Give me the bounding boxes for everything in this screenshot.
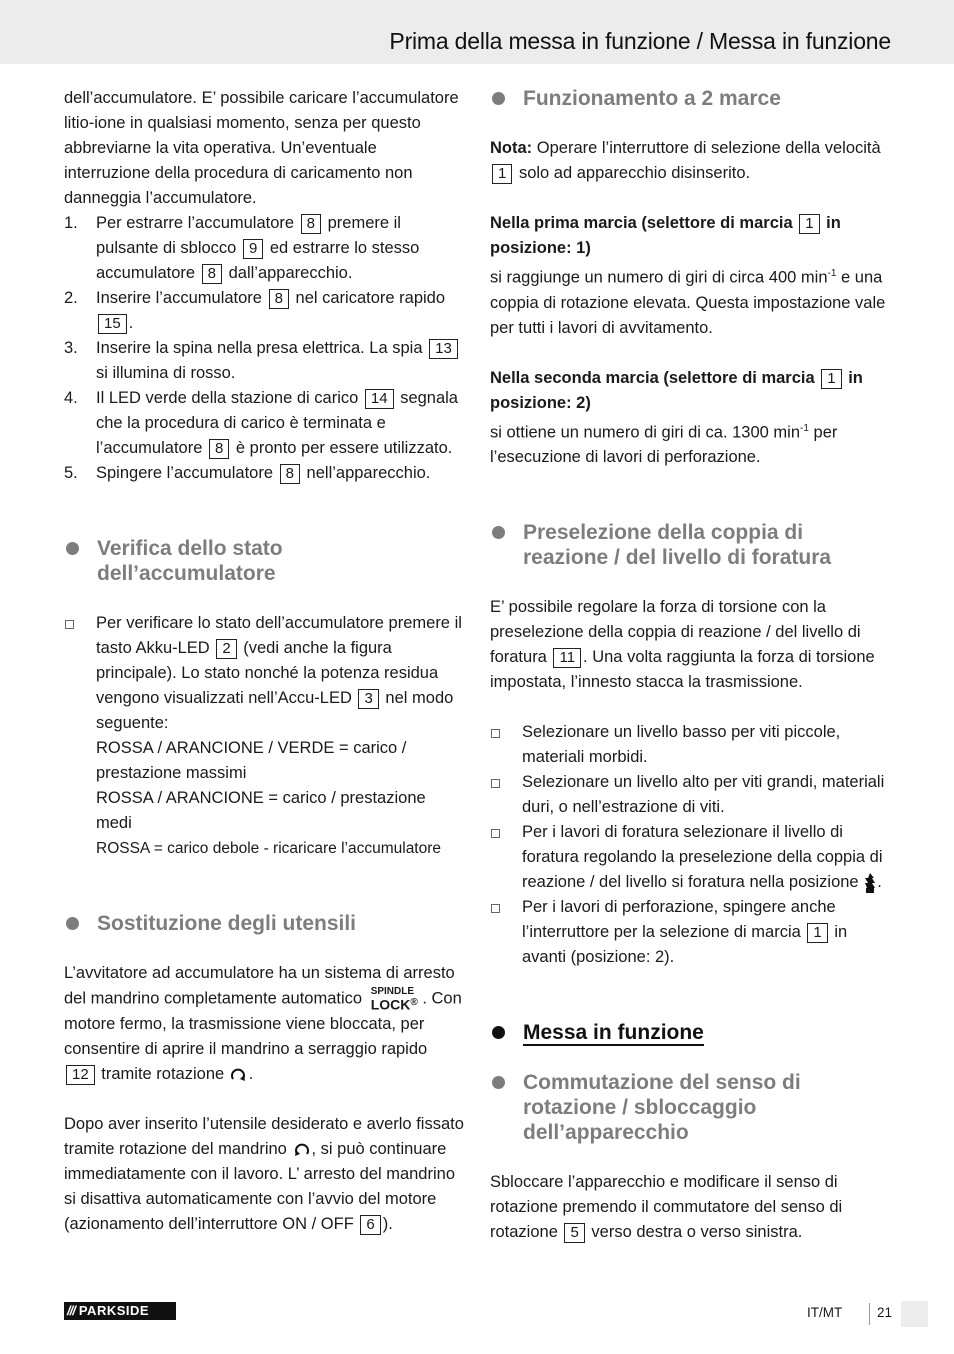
commutazione-paragraph: Sbloccare l’apparecchio e modificare il senso di rotazione premendo il commutatore del senso di rotazione 5 verso destra o verso sinistra.	[490, 1173, 843, 1241]
part-number-box: 2	[216, 639, 236, 659]
preselezione-paragraph: E’ possibile regolare la forza di torsione con la preselezione della coppia di reazione / del livello di foratura 11 . Una volta raggiunta la forza di torsione impostata, l’innesto stacca la trasmissione.	[490, 598, 875, 691]
section-heading-sostituzione: Sostituzione degli utensili	[64, 911, 464, 936]
footer-tab	[901, 1301, 928, 1327]
part-number-box: 5	[564, 1223, 584, 1243]
prima-marcia-text: si raggiunge un numero di giri di circa 400 $\min^{-1} e$ una coppia di rotazione elevata. Questa impostazione vale per tutti i lavori di avvitamento.	[490, 268, 886, 337]
checkbox-bullet-icon	[491, 779, 500, 788]
spindle-lock-logo: SPINDLE LOCK®	[370, 986, 418, 1013]
checkbox-bullet-icon	[491, 729, 500, 738]
seconda-marcia-heading: Nella seconda marcia (selettore di marcia 1 in posizione: 2)	[490, 368, 863, 412]
part-number-box: 13	[429, 339, 458, 359]
page-number: 21	[877, 1305, 893, 1320]
list-item: Per i lavori di perforazione, spingere anche l’interruttore per la selezione di marcia 1 in avanti (posizione: 2).	[490, 895, 890, 970]
left-column	[64, 86, 464, 1237]
list-item: Per i lavori di foratura selezionare il livello di foratura regolando la preselezione della coppia di reazione / del livello si foratura nella posizione .	[490, 820, 890, 895]
part-number-box: 1	[807, 923, 827, 943]
section-heading-marce: Funzionamento a 2 marce	[490, 86, 890, 111]
page-header	[0, 0, 954, 64]
page-title: Prima della messa in funzione / Messa in funzione	[389, 28, 891, 54]
checkbox-bullet-icon	[65, 620, 74, 629]
section-heading-preselezione: Preselezione della coppia di reazione / del livello di foratura	[490, 520, 890, 570]
bullet-dot-icon	[492, 92, 505, 105]
part-number-box: 12	[66, 1065, 95, 1085]
list-item: 5. Spingere l’accumulatore 8 nell’apparecchio.	[64, 464, 431, 482]
part-number-box: 11	[553, 648, 581, 668]
bullet-dot-icon	[492, 1026, 505, 1039]
list-item: 2. Inserire l’accumulatore 8 nel caricatore rapido 15 .	[64, 289, 446, 332]
part-number-box: 3	[358, 689, 378, 709]
part-number-box: 6	[360, 1215, 380, 1235]
part-number-box: 15	[98, 314, 127, 334]
list-item: Selezionare un livello alto per viti grandi, materiali duri, o nell’estrazione di viti.	[490, 770, 890, 820]
part-number-box: 8	[202, 264, 222, 284]
part-number-box: 14	[365, 389, 394, 409]
part-number-box: 8	[280, 464, 300, 484]
sostituzione-paragraph-2: Dopo aver inserito l’utensile desiderato e averlo fissato tramite rotazione del mandrino , si può continuare immediatamente con il lavoro. L’ arresto del mandrino si disattiva automaticamente con l’avvio del motore (azionamento dell’interruttore ON / OFF 6 ).	[64, 1115, 464, 1234]
sostituzione-paragraph-1: L’avvitatore ad accumulatore ha un sistema di arresto del mandrino completamente automatico SPINDLE LOCK® . Con motore fermo, la trasmissione viene bloccata, per consentire di aprire il mandrino a serraggio rapido 12 tramite rotazione .	[64, 964, 462, 1084]
list-item: 3. Inserire la spina nella presa elettrica. La spia 13 si illumina di rosso.	[64, 336, 464, 386]
list-item: Selezionare un livello basso per viti piccole, materiali morbidi.	[490, 720, 890, 770]
part-number-box: 9	[243, 239, 263, 259]
part-number-box: 8	[269, 289, 289, 309]
right-column	[490, 86, 890, 1245]
bullet-dot-icon	[66, 542, 79, 555]
bullet-dot-icon	[492, 526, 505, 539]
language-code: IT/MT	[807, 1305, 843, 1320]
list-item: 1. Per estrarre l’accumulatore 8 premere il pulsante di sblocco 9 ed estrarre lo stesso accumulatore 8 dall’apparecchio.	[64, 214, 420, 282]
nota-paragraph: Nota: Operare l’interruttore di selezione della velocità 1 solo ad apparecchio disinserito.	[490, 139, 881, 182]
section-heading-commutazione: Commutazione del senso di rotazione / sbloccaggio dell’apparecchio	[490, 1070, 890, 1145]
part-number-box: 1	[492, 164, 512, 184]
seconda-marcia-text: si ottiene un numero di giri di ca. 1300 $\min^{-1}$ per l’esecuzione di lavori di perforazione.	[490, 422, 838, 466]
rotate-counterclockwise-icon	[291, 1141, 311, 1159]
steps-list	[64, 211, 464, 486]
part-number-box: 1	[821, 369, 841, 389]
prima-marcia-heading: Nella prima marcia (selettore di marcia 1 in posizione: 1)	[490, 214, 841, 257]
part-number-box: 8	[301, 214, 321, 234]
part-number-box: 1	[799, 214, 819, 234]
checkbox-bullet-icon	[491, 904, 500, 913]
intro-paragraph: dell’accumulatore. E’ possibile caricare l’accumulatore litio-ione in qualsiasi momento, senza per questo abbreviarne la vita operativa. Un’eventuale interruzione della procedura di caricamento non danneggia l’accumulatore.	[64, 89, 459, 207]
section-heading-verifica: Verifica dello stato dell’accumulatore	[64, 536, 464, 586]
bullet-dot-icon	[492, 1076, 505, 1089]
rotate-clockwise-icon	[229, 1066, 249, 1084]
bullet-dot-icon	[66, 917, 79, 930]
drill-bit-icon	[863, 873, 877, 893]
list-item: 4. Il LED verde della stazione di carico 14 segnala che la procedura di carico è terminata e l’accumulatore 8 è pronto per essere utilizzato.	[64, 389, 458, 457]
checkbox-bullet-icon	[491, 829, 500, 838]
part-number-box: 8	[209, 439, 229, 459]
parkside-logo: /// PARKSIDE	[64, 1302, 176, 1320]
list-item: Per verificare lo stato dell’accumulatore premere il tasto Akku-LED 2 (vedi anche la figura principale). Lo stato nonché la potenza residua vengono visualizzati nell’Accu-LED 3 nel modo seguente: ROSSA / ARANCIONE / VERDE = carico / prestazione massimi ROSSA / ARANCIONE = carico / prestazione medi ROSSA = carico debole - ricaricare l’accumulatore	[64, 611, 464, 861]
footer-divider	[869, 1303, 870, 1325]
section-heading-messa: Messa in funzione	[490, 1020, 890, 1045]
